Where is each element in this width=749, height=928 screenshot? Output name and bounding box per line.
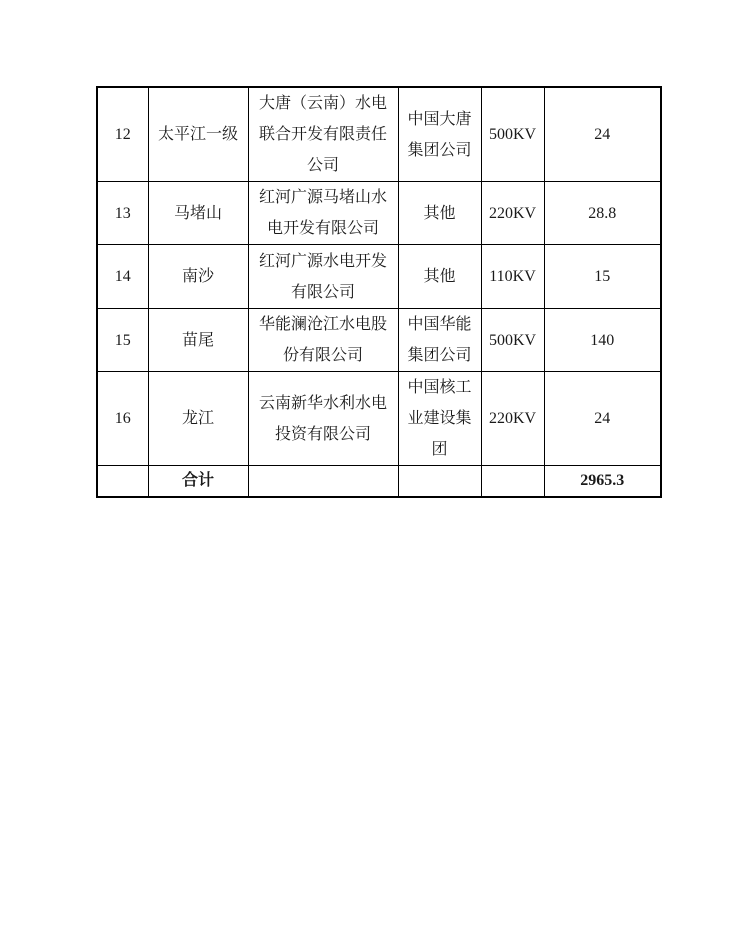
table-row — [97, 372, 661, 466]
plant-name-cell: 苗尾 — [148, 309, 248, 372]
capacity-cell: 24 — [544, 87, 661, 182]
empty-cell — [97, 466, 148, 497]
company-cell: 华能澜沧江水电股份有限公司 — [248, 309, 398, 372]
row-number-cell: 13 — [97, 182, 148, 245]
row-number-cell: 16 — [97, 372, 148, 466]
table-row — [97, 309, 661, 372]
company-cell: 大唐（云南）水电联合开发有限责任公司 — [248, 87, 398, 182]
row-number-cell: 15 — [97, 309, 148, 372]
group-cell: 中国大唐集团公司 — [398, 87, 481, 182]
empty-cell — [248, 466, 398, 497]
table-row — [97, 87, 661, 182]
company-cell: 云南新华水利水电投资有限公司 — [248, 372, 398, 466]
plant-name-cell: 马堵山 — [148, 182, 248, 245]
plant-name-cell: 龙江 — [148, 372, 248, 466]
voltage-cell: 220KV — [481, 372, 544, 466]
capacity-cell: 28.8 — [544, 182, 661, 245]
total-label-cell: 合计 — [148, 466, 248, 497]
plant-name-cell: 南沙 — [148, 245, 248, 309]
table-row — [97, 245, 661, 309]
company-cell: 红河广源马堵山水电开发有限公司 — [248, 182, 398, 245]
row-number-cell: 12 — [97, 87, 148, 182]
capacity-cell: 140 — [544, 309, 661, 372]
total-value-cell: 2965.3 — [544, 466, 661, 497]
empty-cell — [481, 466, 544, 497]
voltage-cell: 220KV — [481, 182, 544, 245]
voltage-cell: 500KV — [481, 309, 544, 372]
table-row — [97, 182, 661, 245]
empty-cell — [398, 466, 481, 497]
group-cell: 其他 — [398, 182, 481, 245]
plant-name-cell: 太平江一级 — [148, 87, 248, 182]
capacity-cell: 24 — [544, 372, 661, 466]
capacity-cell: 15 — [544, 245, 661, 309]
voltage-cell: 500KV — [481, 87, 544, 182]
row-number-cell: 14 — [97, 245, 148, 309]
company-cell: 红河广源水电开发有限公司 — [248, 245, 398, 309]
power-plants-table — [96, 86, 662, 498]
total-row — [97, 466, 661, 497]
group-cell: 其他 — [398, 245, 481, 309]
voltage-cell: 110KV — [481, 245, 544, 309]
group-cell: 中国核工业建设集团 — [398, 372, 481, 466]
group-cell: 中国华能集团公司 — [398, 309, 481, 372]
